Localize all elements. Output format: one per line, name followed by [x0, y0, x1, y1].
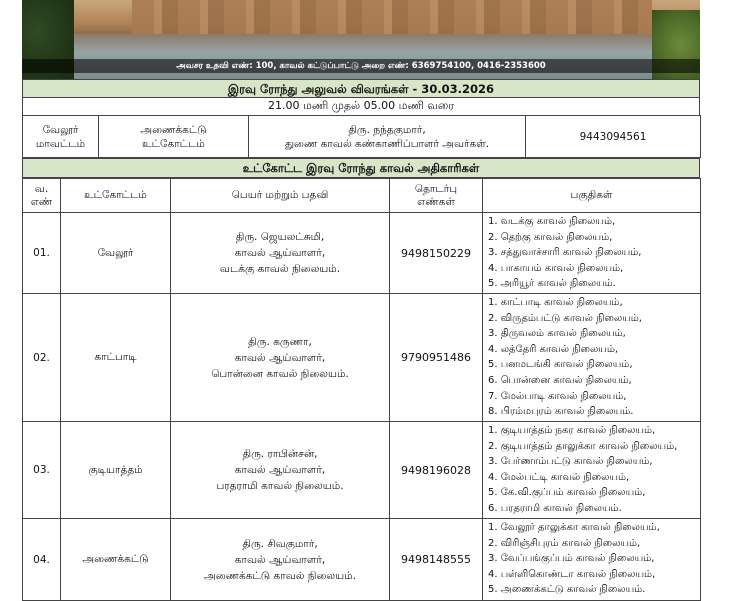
row-areas	[483, 519, 701, 601]
area-item: 3. வேப்பங்குப்பம் காவல் நிலையம்,	[488, 553, 655, 565]
row-phone: 9498148555	[390, 519, 483, 601]
area-item: 3. சத்துவாச்சாரி காவல் நிலையம்,	[488, 247, 642, 259]
officer-station: அணைக்கட்டு காவல் நிலையம்.	[204, 569, 356, 582]
officer-station: பரதராமி காவல் நிலையம்.	[216, 480, 344, 492]
officer-rank: காவல் ஆய்வாளர்,	[234, 351, 326, 364]
area-item: 5. பனமடங்கி காவல் நிலையம்,	[488, 359, 633, 371]
col-header-phone	[390, 179, 483, 213]
patrol-officers-table	[22, 178, 701, 601]
table-row	[23, 294, 701, 422]
sno-header-line-1: வ.	[34, 182, 49, 195]
officer-rank: காவல் ஆய்வாளர்,	[234, 464, 326, 476]
area-item: 1. குடியாத்தம் நகர காவல் நிலையம்,	[488, 425, 656, 436]
row-subdivision: காட்பாடி	[61, 294, 171, 422]
area-item: 2. விருதம்பட்டு காவல் நிலையம்,	[488, 312, 642, 324]
officer-name: திரு. சிவகுமார்,	[242, 537, 318, 550]
table-body	[23, 213, 701, 601]
row-officer	[171, 213, 390, 294]
row-sno: 03.	[23, 422, 61, 519]
area-item: 1. வேலூர் தாலுக்கா காவல் நிலையம்,	[488, 522, 660, 533]
officer-name: திரு. ராபின்சன்,	[242, 448, 318, 460]
district-line-2: மாவட்டம்	[35, 137, 86, 150]
row-subdivision: குடியாத்தம்	[61, 422, 171, 519]
officer-rank: காவல் ஆய்வாளர்,	[234, 553, 326, 566]
sno-header-line-2: எண்	[30, 195, 53, 208]
area-item: 2. குடியாத்தம் தாலுக்கா காவல் நிலையம்,	[488, 440, 678, 452]
subdivision-line-2: உட்கோட்டம்	[142, 137, 205, 150]
section-title: உட்கோட்ட இரவு ரோந்து காவல் அதிகாரிகள்	[22, 158, 700, 178]
district-officer-cell	[249, 116, 526, 158]
area-item: 5. அணைக்கட்டு காவல் நிலையம்.	[488, 584, 646, 596]
district-officer-table	[22, 115, 701, 158]
row-phone: 9498196028	[390, 422, 483, 519]
fort-wall-graphic	[132, 0, 652, 34]
document	[22, 0, 700, 601]
phone-header-line-1: தொடர்பு	[414, 182, 458, 195]
row-sno: 04.	[23, 519, 61, 601]
area-item: 1. காட்பாடி காவல் நிலையம்,	[488, 297, 623, 308]
officer-designation: துணை காவல் கண்காணிப்பாளர் அவர்கள்.	[284, 137, 490, 150]
col-header-subdivision: உட்கோட்டம்	[61, 179, 171, 213]
table-row	[23, 422, 701, 519]
area-item: 5. அரியூர் காவல் நிலையம்.	[488, 278, 616, 290]
area-item: 4. லத்தேரி காவல் நிலையம்,	[488, 343, 619, 355]
col-header-name: பெயர் மற்றும் பதவி	[171, 179, 390, 213]
row-phone: 9790951486	[390, 294, 483, 422]
district-phone-cell: 9443094561	[526, 116, 701, 158]
emergency-contact-note: அவசர உதவி எண்: 100, காவல் கட்டுப்பாட்டு அறை எண்: 6369754100, 0416-2353600	[176, 61, 546, 71]
col-header-sno	[23, 179, 61, 213]
officer-rank: காவல் ஆய்வாளர்,	[234, 247, 326, 259]
officer-name: திரு. நந்தகுமார்,	[348, 123, 426, 136]
row-subdivision: அணைக்கட்டு	[61, 519, 171, 601]
area-item: 4. பள்ளிகொண்டா காவல் நிலையம்,	[488, 568, 656, 580]
area-item: 3. பேர்ணாம்பட்டு காவல் நிலையம்,	[488, 456, 653, 468]
row-sno: 02.	[23, 294, 61, 422]
row-sno: 01.	[23, 213, 61, 294]
area-item: 5. கே.வி.குப்பம் காவல் நிலையம்,	[488, 487, 646, 499]
district-officer-row	[23, 116, 701, 158]
officer-name: திரு. ஜெயலட்சுமி,	[235, 231, 325, 243]
area-item: 1. வடக்கு காவல் நிலையம்,	[488, 216, 616, 227]
table-row	[23, 519, 701, 601]
area-item: 6. பொன்னை காவல் நிலையம்,	[488, 374, 632, 386]
header-banner-photo	[22, 0, 700, 79]
table-header-row	[23, 179, 701, 213]
area-item: 8. பிரம்மபுரம் காவல் நிலையம்.	[488, 406, 634, 418]
phone-header-line-2: எண்கள்	[417, 195, 455, 208]
row-officer	[171, 294, 390, 422]
subdivision-line-1: அணைக்கட்டு	[140, 123, 207, 136]
row-areas	[483, 422, 701, 519]
district-subdivision-cell	[99, 116, 249, 158]
table-row	[23, 213, 701, 294]
row-subdivision: வேலூர்	[61, 213, 171, 294]
district-cell	[23, 116, 99, 158]
officer-station: வடக்கு காவல் நிலையம்.	[219, 263, 341, 275]
officer-name: திரு. கருணா,	[248, 335, 312, 348]
row-officer	[171, 422, 390, 519]
area-item: 4. பாகாயம் காவல் நிலையம்,	[488, 262, 624, 274]
col-header-areas: பகுதிகள்	[483, 179, 701, 213]
row-phone: 9498150229	[390, 213, 483, 294]
area-item: 4. மேல்பட்டி காவல் நிலையம்,	[488, 471, 630, 483]
area-item: 2. தெற்கு காவல் நிலையம்,	[488, 231, 613, 243]
officer-station: பொன்னை காவல் நிலையம்.	[211, 367, 349, 380]
area-item: 3. திருவலம் காவல் நிலையம்,	[488, 328, 626, 340]
row-areas	[483, 213, 701, 294]
duty-hours: 21.00 மணி முதல் 05.00 மணி வரை	[22, 98, 700, 115]
row-areas	[483, 294, 701, 422]
area-item: 6. பரதராமி காவல் நிலையம்.	[488, 502, 622, 514]
row-officer	[171, 519, 390, 601]
area-item: 7. மேல்பாடி காவல் நிலையம்,	[488, 390, 627, 402]
document-title: இரவு ரோந்து அலுவல் விவரங்கள் - 30.03.2026	[22, 79, 700, 98]
district-line-1: வேலூர்	[42, 123, 79, 136]
area-item: 2. விரிஞ்சிபுரம் காவல் நிலையம்,	[488, 537, 641, 549]
